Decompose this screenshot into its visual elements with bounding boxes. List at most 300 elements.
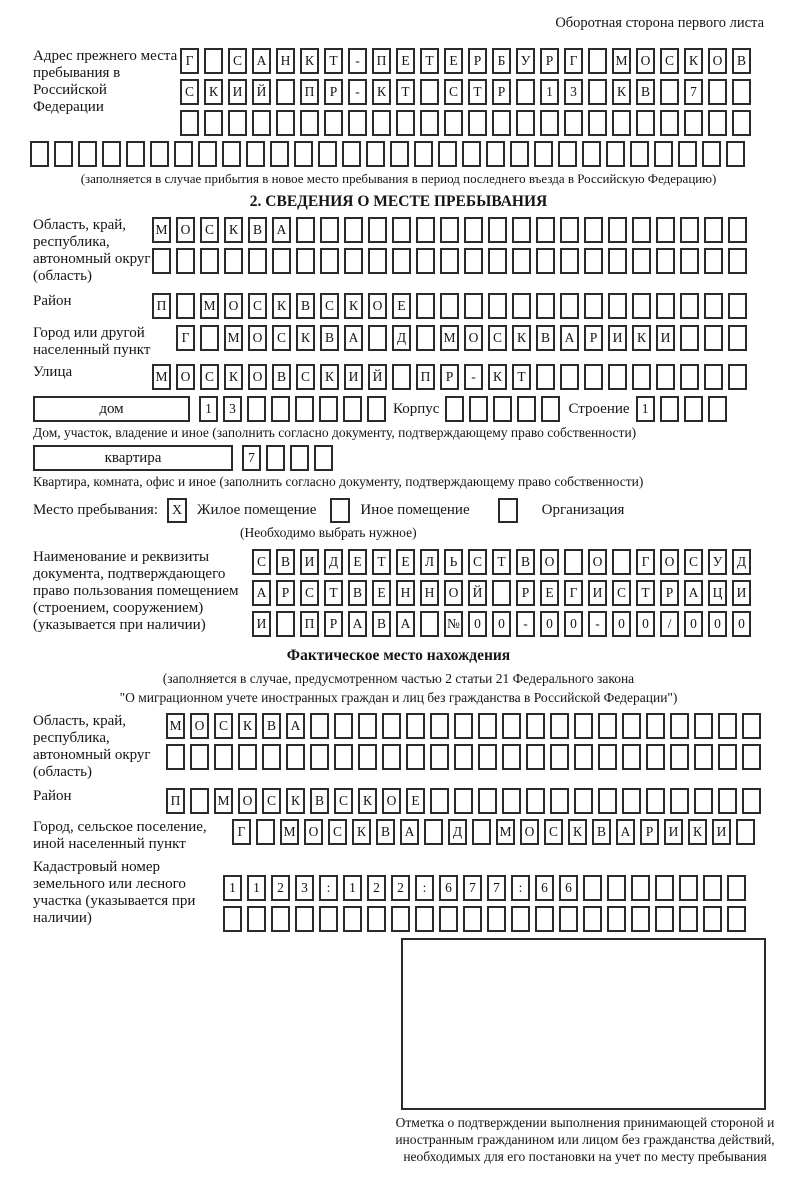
char-box[interactable] bbox=[679, 906, 698, 932]
char-box[interactable] bbox=[223, 906, 242, 932]
char-box[interactable] bbox=[588, 110, 607, 136]
char-box[interactable] bbox=[588, 48, 607, 74]
char-box[interactable]: Р bbox=[640, 819, 659, 845]
char-box[interactable] bbox=[631, 906, 650, 932]
char-box[interactable]: Р bbox=[468, 48, 487, 74]
char-box[interactable] bbox=[646, 788, 665, 814]
char-box[interactable] bbox=[438, 141, 457, 167]
char-box[interactable] bbox=[728, 364, 747, 390]
char-box[interactable] bbox=[656, 217, 675, 243]
char-box[interactable] bbox=[430, 713, 449, 739]
char-box[interactable] bbox=[584, 248, 603, 274]
char-box[interactable]: О bbox=[248, 364, 267, 390]
char-box[interactable] bbox=[660, 110, 679, 136]
char-box[interactable] bbox=[564, 549, 583, 575]
char-box[interactable] bbox=[558, 141, 577, 167]
char-box[interactable]: О bbox=[464, 325, 483, 351]
char-box[interactable]: С bbox=[200, 217, 219, 243]
char-box[interactable] bbox=[478, 788, 497, 814]
char-box[interactable] bbox=[440, 293, 459, 319]
char-box[interactable]: : bbox=[319, 875, 338, 901]
char-box[interactable] bbox=[680, 325, 699, 351]
char-box[interactable] bbox=[390, 141, 409, 167]
char-box[interactable]: О bbox=[224, 293, 243, 319]
char-box[interactable] bbox=[534, 141, 553, 167]
char-box[interactable] bbox=[718, 713, 737, 739]
char-box[interactable]: В bbox=[732, 48, 751, 74]
char-box[interactable]: А bbox=[684, 580, 703, 606]
char-box[interactable]: В bbox=[320, 325, 339, 351]
char-box[interactable]: Е bbox=[372, 580, 391, 606]
char-box[interactable] bbox=[334, 744, 353, 770]
char-box[interactable] bbox=[420, 611, 439, 637]
char-box[interactable] bbox=[607, 875, 626, 901]
char-box[interactable]: Т bbox=[372, 549, 391, 575]
char-box[interactable]: Т bbox=[324, 580, 343, 606]
char-box[interactable]: - bbox=[516, 611, 535, 637]
char-box[interactable] bbox=[392, 217, 411, 243]
char-box[interactable]: М bbox=[440, 325, 459, 351]
char-box[interactable]: 0 bbox=[636, 611, 655, 637]
char-box[interactable] bbox=[344, 248, 363, 274]
char-box[interactable] bbox=[176, 293, 195, 319]
char-box[interactable] bbox=[246, 141, 265, 167]
char-box[interactable]: П bbox=[152, 293, 171, 319]
char-box[interactable]: И bbox=[608, 325, 627, 351]
char-box[interactable] bbox=[540, 110, 559, 136]
char-box[interactable] bbox=[468, 110, 487, 136]
char-box[interactable] bbox=[190, 788, 209, 814]
char-box[interactable]: Р bbox=[516, 580, 535, 606]
char-box[interactable] bbox=[526, 744, 545, 770]
char-box[interactable]: С bbox=[544, 819, 563, 845]
char-box[interactable]: В bbox=[348, 580, 367, 606]
char-box[interactable]: М bbox=[152, 217, 171, 243]
char-box[interactable]: У bbox=[708, 549, 727, 575]
char-box[interactable]: 7 bbox=[684, 79, 703, 105]
char-box[interactable]: В bbox=[376, 819, 395, 845]
char-box[interactable] bbox=[516, 79, 535, 105]
char-box[interactable]: П bbox=[372, 48, 391, 74]
char-box[interactable] bbox=[270, 141, 289, 167]
char-box[interactable]: : bbox=[511, 875, 530, 901]
char-box[interactable] bbox=[318, 141, 337, 167]
char-box[interactable]: С bbox=[180, 79, 199, 105]
char-box[interactable]: К bbox=[238, 713, 257, 739]
char-box[interactable] bbox=[454, 744, 473, 770]
char-box[interactable] bbox=[655, 875, 674, 901]
char-box[interactable]: С bbox=[228, 48, 247, 74]
char-box[interactable]: 6 bbox=[559, 875, 578, 901]
char-box[interactable] bbox=[444, 110, 463, 136]
char-box[interactable] bbox=[463, 906, 482, 932]
char-box[interactable]: Ц bbox=[708, 580, 727, 606]
char-box[interactable] bbox=[632, 293, 651, 319]
char-box[interactable] bbox=[464, 293, 483, 319]
char-box[interactable] bbox=[680, 248, 699, 274]
char-box[interactable]: Р bbox=[324, 611, 343, 637]
char-box[interactable]: Е bbox=[396, 48, 415, 74]
char-box[interactable]: О bbox=[708, 48, 727, 74]
char-box[interactable] bbox=[296, 248, 315, 274]
char-box[interactable] bbox=[310, 744, 329, 770]
char-box[interactable] bbox=[704, 364, 723, 390]
char-box[interactable]: С bbox=[468, 549, 487, 575]
checkbox-other-premises[interactable] bbox=[330, 498, 350, 523]
char-box[interactable] bbox=[694, 788, 713, 814]
checkbox-organization[interactable] bbox=[498, 498, 518, 523]
char-box[interactable] bbox=[512, 248, 531, 274]
char-box[interactable]: И bbox=[656, 325, 675, 351]
char-box[interactable]: 0 bbox=[684, 611, 703, 637]
char-box[interactable]: Р bbox=[440, 364, 459, 390]
char-box[interactable] bbox=[583, 906, 602, 932]
char-box[interactable]: С bbox=[660, 48, 679, 74]
char-box[interactable]: С bbox=[684, 549, 703, 575]
char-box[interactable]: 3 bbox=[564, 79, 583, 105]
char-box[interactable] bbox=[726, 141, 745, 167]
char-box[interactable] bbox=[368, 217, 387, 243]
char-box[interactable]: 1 bbox=[636, 396, 655, 422]
char-box[interactable]: В bbox=[516, 549, 535, 575]
char-box[interactable] bbox=[728, 217, 747, 243]
char-box[interactable] bbox=[517, 396, 536, 422]
char-box[interactable] bbox=[583, 875, 602, 901]
char-box[interactable] bbox=[550, 744, 569, 770]
char-box[interactable] bbox=[704, 325, 723, 351]
char-box[interactable] bbox=[636, 110, 655, 136]
char-box[interactable] bbox=[486, 141, 505, 167]
char-box[interactable] bbox=[367, 396, 386, 422]
char-box[interactable] bbox=[290, 445, 309, 471]
char-box[interactable] bbox=[560, 364, 579, 390]
char-box[interactable]: М bbox=[166, 713, 185, 739]
char-box[interactable] bbox=[703, 906, 722, 932]
char-box[interactable] bbox=[541, 396, 560, 422]
char-box[interactable] bbox=[368, 248, 387, 274]
char-box[interactable]: А bbox=[348, 611, 367, 637]
char-box[interactable] bbox=[670, 788, 689, 814]
char-box[interactable] bbox=[512, 217, 531, 243]
char-box[interactable]: Ь bbox=[444, 549, 463, 575]
char-box[interactable] bbox=[180, 110, 199, 136]
char-box[interactable] bbox=[680, 293, 699, 319]
char-box[interactable]: Г bbox=[180, 48, 199, 74]
char-box[interactable] bbox=[511, 906, 530, 932]
char-box[interactable] bbox=[488, 248, 507, 274]
char-box[interactable]: К bbox=[224, 364, 243, 390]
char-box[interactable] bbox=[174, 141, 193, 167]
char-box[interactable] bbox=[702, 141, 721, 167]
char-box[interactable]: Р bbox=[492, 79, 511, 105]
char-box[interactable]: О bbox=[382, 788, 401, 814]
char-box[interactable]: В bbox=[372, 611, 391, 637]
char-box[interactable] bbox=[708, 79, 727, 105]
char-box[interactable] bbox=[608, 248, 627, 274]
char-box[interactable]: Н bbox=[276, 48, 295, 74]
char-box[interactable] bbox=[526, 713, 545, 739]
char-box[interactable] bbox=[358, 744, 377, 770]
char-box[interactable] bbox=[536, 364, 555, 390]
char-box[interactable] bbox=[488, 217, 507, 243]
char-box[interactable]: Б bbox=[492, 48, 511, 74]
char-box[interactable]: О bbox=[444, 580, 463, 606]
char-box[interactable] bbox=[536, 217, 555, 243]
char-box[interactable]: Р bbox=[276, 580, 295, 606]
char-box[interactable] bbox=[564, 110, 583, 136]
char-box[interactable] bbox=[420, 79, 439, 105]
char-box[interactable] bbox=[271, 906, 290, 932]
char-box[interactable]: К bbox=[488, 364, 507, 390]
char-box[interactable] bbox=[718, 788, 737, 814]
char-box[interactable] bbox=[454, 713, 473, 739]
char-box[interactable]: Д bbox=[448, 819, 467, 845]
char-box[interactable]: М bbox=[200, 293, 219, 319]
char-box[interactable] bbox=[660, 79, 679, 105]
char-box[interactable] bbox=[266, 445, 285, 471]
char-box[interactable]: С bbox=[214, 713, 233, 739]
char-box[interactable]: И bbox=[732, 580, 751, 606]
char-box[interactable] bbox=[550, 788, 569, 814]
char-box[interactable]: 0 bbox=[540, 611, 559, 637]
char-box[interactable]: Й bbox=[368, 364, 387, 390]
char-box[interactable] bbox=[440, 217, 459, 243]
char-box[interactable] bbox=[262, 744, 281, 770]
char-box[interactable] bbox=[343, 906, 362, 932]
char-box[interactable] bbox=[204, 48, 223, 74]
char-box[interactable] bbox=[574, 713, 593, 739]
char-box[interactable]: С bbox=[320, 293, 339, 319]
char-box[interactable]: О bbox=[176, 217, 195, 243]
char-box[interactable] bbox=[382, 713, 401, 739]
char-box[interactable]: Т bbox=[420, 48, 439, 74]
char-box[interactable] bbox=[708, 110, 727, 136]
char-box[interactable] bbox=[502, 744, 521, 770]
char-box[interactable]: В bbox=[592, 819, 611, 845]
char-box[interactable]: И bbox=[588, 580, 607, 606]
char-box[interactable] bbox=[256, 819, 275, 845]
char-box[interactable] bbox=[632, 364, 651, 390]
char-box[interactable]: 1 bbox=[199, 396, 218, 422]
char-box[interactable]: М bbox=[214, 788, 233, 814]
char-box[interactable] bbox=[416, 325, 435, 351]
char-box[interactable]: Т bbox=[512, 364, 531, 390]
char-box[interactable]: Р bbox=[324, 79, 343, 105]
char-box[interactable] bbox=[334, 713, 353, 739]
char-box[interactable]: О bbox=[520, 819, 539, 845]
char-box[interactable] bbox=[718, 744, 737, 770]
char-box[interactable]: Г bbox=[176, 325, 195, 351]
char-box[interactable]: Т bbox=[396, 79, 415, 105]
char-box[interactable]: Р bbox=[584, 325, 603, 351]
char-box[interactable] bbox=[462, 141, 481, 167]
char-box[interactable] bbox=[526, 788, 545, 814]
char-box[interactable] bbox=[252, 110, 271, 136]
char-box[interactable]: К bbox=[358, 788, 377, 814]
char-box[interactable] bbox=[612, 549, 631, 575]
char-box[interactable] bbox=[536, 293, 555, 319]
char-box[interactable] bbox=[584, 217, 603, 243]
char-box[interactable]: В bbox=[536, 325, 555, 351]
char-box[interactable] bbox=[656, 248, 675, 274]
char-box[interactable] bbox=[502, 788, 521, 814]
char-box[interactable] bbox=[560, 293, 579, 319]
char-box[interactable]: О bbox=[176, 364, 195, 390]
char-box[interactable] bbox=[684, 110, 703, 136]
char-box[interactable] bbox=[670, 713, 689, 739]
char-box[interactable]: А bbox=[396, 611, 415, 637]
char-box[interactable]: В bbox=[296, 293, 315, 319]
char-box[interactable]: С bbox=[252, 549, 271, 575]
char-box[interactable]: Т bbox=[492, 549, 511, 575]
char-box[interactable]: Д bbox=[392, 325, 411, 351]
char-box[interactable] bbox=[646, 744, 665, 770]
char-box[interactable]: А bbox=[560, 325, 579, 351]
char-box[interactable]: Н bbox=[396, 580, 415, 606]
char-box[interactable]: А bbox=[344, 325, 363, 351]
char-box[interactable]: 1 bbox=[247, 875, 266, 901]
char-box[interactable]: О bbox=[190, 713, 209, 739]
char-box[interactable] bbox=[606, 141, 625, 167]
char-box[interactable] bbox=[314, 445, 333, 471]
char-box[interactable]: Д bbox=[324, 549, 343, 575]
char-box[interactable] bbox=[680, 364, 699, 390]
char-box[interactable] bbox=[559, 906, 578, 932]
char-box[interactable] bbox=[366, 141, 385, 167]
char-box[interactable]: Е bbox=[406, 788, 425, 814]
char-box[interactable] bbox=[310, 713, 329, 739]
char-box[interactable] bbox=[728, 293, 747, 319]
char-box[interactable]: - bbox=[348, 48, 367, 74]
char-box[interactable] bbox=[478, 744, 497, 770]
char-box[interactable]: - bbox=[588, 611, 607, 637]
char-box[interactable] bbox=[420, 110, 439, 136]
char-box[interactable]: О bbox=[304, 819, 323, 845]
char-box[interactable]: О bbox=[368, 293, 387, 319]
char-box[interactable]: О bbox=[660, 549, 679, 575]
char-box[interactable] bbox=[296, 217, 315, 243]
char-box[interactable] bbox=[512, 293, 531, 319]
char-box[interactable] bbox=[319, 396, 338, 422]
char-box[interactable]: К bbox=[300, 48, 319, 74]
char-box[interactable]: Д bbox=[732, 549, 751, 575]
char-box[interactable]: П bbox=[416, 364, 435, 390]
char-box[interactable] bbox=[535, 906, 554, 932]
char-box[interactable]: Й bbox=[252, 79, 271, 105]
char-box[interactable] bbox=[607, 906, 626, 932]
char-box[interactable]: Т bbox=[636, 580, 655, 606]
char-box[interactable]: Г bbox=[232, 819, 251, 845]
char-box[interactable] bbox=[30, 141, 49, 167]
char-box[interactable] bbox=[276, 611, 295, 637]
char-box[interactable]: Г bbox=[636, 549, 655, 575]
char-box[interactable] bbox=[742, 713, 761, 739]
char-box[interactable]: К bbox=[224, 217, 243, 243]
char-box[interactable]: В bbox=[262, 713, 281, 739]
char-box[interactable] bbox=[632, 217, 651, 243]
char-box[interactable]: Р bbox=[540, 48, 559, 74]
char-box[interactable] bbox=[598, 788, 617, 814]
char-box[interactable]: 2 bbox=[391, 875, 410, 901]
char-box[interactable]: С bbox=[444, 79, 463, 105]
char-box[interactable]: С bbox=[328, 819, 347, 845]
char-box[interactable]: К bbox=[512, 325, 531, 351]
char-box[interactable] bbox=[464, 217, 483, 243]
char-box[interactable]: Т bbox=[468, 79, 487, 105]
char-box[interactable]: 0 bbox=[612, 611, 631, 637]
char-box[interactable]: 6 bbox=[535, 875, 554, 901]
char-box[interactable] bbox=[406, 744, 425, 770]
char-box[interactable] bbox=[440, 248, 459, 274]
char-box[interactable] bbox=[655, 906, 674, 932]
char-box[interactable] bbox=[708, 396, 727, 422]
char-box[interactable]: В bbox=[272, 364, 291, 390]
char-box[interactable] bbox=[286, 744, 305, 770]
char-box[interactable] bbox=[150, 141, 169, 167]
char-box[interactable]: Г bbox=[564, 580, 583, 606]
char-box[interactable] bbox=[510, 141, 529, 167]
char-box[interactable] bbox=[574, 788, 593, 814]
char-box[interactable] bbox=[126, 141, 145, 167]
char-box[interactable] bbox=[502, 713, 521, 739]
char-box[interactable] bbox=[348, 110, 367, 136]
char-box[interactable]: С bbox=[334, 788, 353, 814]
char-box[interactable] bbox=[608, 364, 627, 390]
char-box[interactable]: - bbox=[464, 364, 483, 390]
char-box[interactable]: А bbox=[286, 713, 305, 739]
char-box[interactable]: О bbox=[238, 788, 257, 814]
char-box[interactable] bbox=[632, 248, 651, 274]
char-box[interactable]: К bbox=[344, 293, 363, 319]
char-box[interactable] bbox=[391, 906, 410, 932]
char-box[interactable] bbox=[584, 293, 603, 319]
char-box[interactable]: О bbox=[540, 549, 559, 575]
char-box[interactable]: Е bbox=[392, 293, 411, 319]
char-box[interactable] bbox=[295, 396, 314, 422]
char-box[interactable]: П bbox=[166, 788, 185, 814]
char-box[interactable] bbox=[679, 875, 698, 901]
char-box[interactable] bbox=[200, 248, 219, 274]
char-box[interactable] bbox=[176, 248, 195, 274]
char-box[interactable] bbox=[276, 110, 295, 136]
char-box[interactable] bbox=[367, 906, 386, 932]
char-box[interactable]: Р bbox=[660, 580, 679, 606]
char-box[interactable]: / bbox=[660, 611, 679, 637]
char-box[interactable]: К bbox=[286, 788, 305, 814]
char-box[interactable] bbox=[598, 713, 617, 739]
char-box[interactable] bbox=[612, 110, 631, 136]
char-box[interactable]: К bbox=[204, 79, 223, 105]
char-box[interactable] bbox=[656, 293, 675, 319]
char-box[interactable] bbox=[344, 217, 363, 243]
char-box[interactable]: К bbox=[632, 325, 651, 351]
char-box[interactable]: С bbox=[200, 364, 219, 390]
char-box[interactable] bbox=[660, 396, 679, 422]
char-box[interactable] bbox=[416, 293, 435, 319]
char-box[interactable] bbox=[222, 141, 241, 167]
char-box[interactable] bbox=[574, 744, 593, 770]
char-box[interactable]: С bbox=[296, 364, 315, 390]
char-box[interactable]: В bbox=[310, 788, 329, 814]
char-box[interactable]: 1 bbox=[223, 875, 242, 901]
char-box[interactable] bbox=[742, 744, 761, 770]
char-box[interactable] bbox=[472, 819, 491, 845]
char-box[interactable]: К bbox=[568, 819, 587, 845]
char-box[interactable] bbox=[392, 248, 411, 274]
char-box[interactable]: И bbox=[664, 819, 683, 845]
char-box[interactable] bbox=[430, 788, 449, 814]
char-box[interactable]: Т bbox=[324, 48, 343, 74]
